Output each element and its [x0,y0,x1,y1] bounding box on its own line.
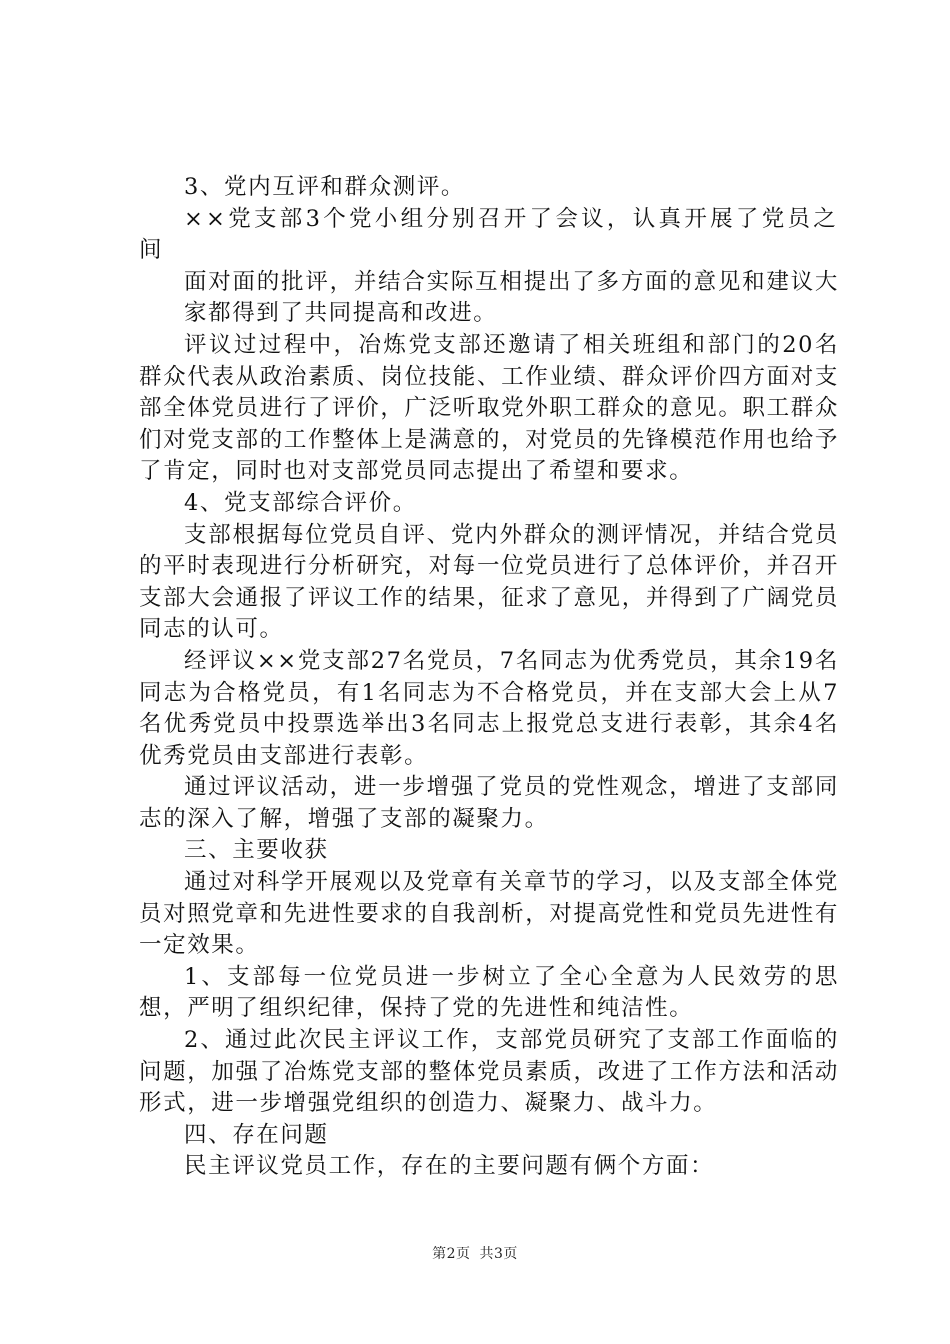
page-number: 第2页 [432,1246,471,1262]
paragraph-evaluation-process: 评议过过程中，冶炼党支部还邀请了相关班组和部门的20名群众代表从政治素质、岗位技能、工作业绩、群众评价四方面对支部全体党员进行了评价，广泛听取党外职工群众的意见。职工群众们对党支部的工作整体上是满意的，对党员的先锋模范作用也给予了肯定，同时也对支部党员同志提出了希望和要求。 [139,331,839,485]
page-total: 共3页 [479,1246,518,1262]
document-body [139,172,839,1183]
paragraph-overall-evaluation: 支部根据每位党员自评、党内外群众的测评情况，并结合党员的平时表现进行分析研究，对每一位党员进行了总体评价，并召开支部大会通报了评议工作的结果，征求了意见，并得到了广阔党员同志的认可。 [139,521,839,643]
paragraph-evaluation-result: 经评议××党支部27名党员，7名同志为优秀党员，其余19名同志为合格党员，有1名同志为不合格党员，并在支部大会上从7名优秀党员中投票选举出3名同志上报党总支进行表彰，其余4名优秀党员由支部进行表彰。 [139,647,839,769]
paragraph-gain-1: 1、支部每一位党员进一步树立了全心全意为人民效劳的思想，严明了组织纪律，保持了党的先进性和纯洁性。 [139,963,839,1022]
paragraph-problems-intro: 民主评议党员工作，存在的主要问题有俩个方面： [184,1153,715,1180]
section-heading-gains: 三、主要收获 [184,837,329,864]
paragraph-criticism: 面对面的批评，并结合实际互相提出了多方面的意见和建议大家都得到了共同提高和改进。 [184,268,839,327]
paragraph-activity-effect: 通过评议活动，进一步增强了党员的党性观念，增进了支部同志的深入了解，增强了支部的凝聚力。 [139,774,839,832]
paragraph-heading-3: 3、党内互评和群众测评。 [184,174,466,200]
paragraph-branch-meeting: ××党支部3个党小组分别召开了会议，认真开展了党员之间 [139,205,839,264]
page-footer [0,1244,950,1264]
paragraph-heading-4: 4、党支部综合评价。 [184,489,417,516]
paragraph-gains-intro: 通过对科学开展观以及党章有关章节的学习，以及支部全体党员对照党章和先进性要求的自我剖析，对提高党性和党员先进性有一定效果。 [139,869,839,959]
paragraph-gain-2: 2、通过此次民主评议工作，支部党员研究了支部工作面临的问题，加强了冶炼党支部的整体党员素质，改进了工作方法和活动形式，进一步增强党组织的创造力、凝聚力、战斗力。 [139,1027,839,1117]
section-heading-problems: 四、存在问题 [184,1121,329,1148]
